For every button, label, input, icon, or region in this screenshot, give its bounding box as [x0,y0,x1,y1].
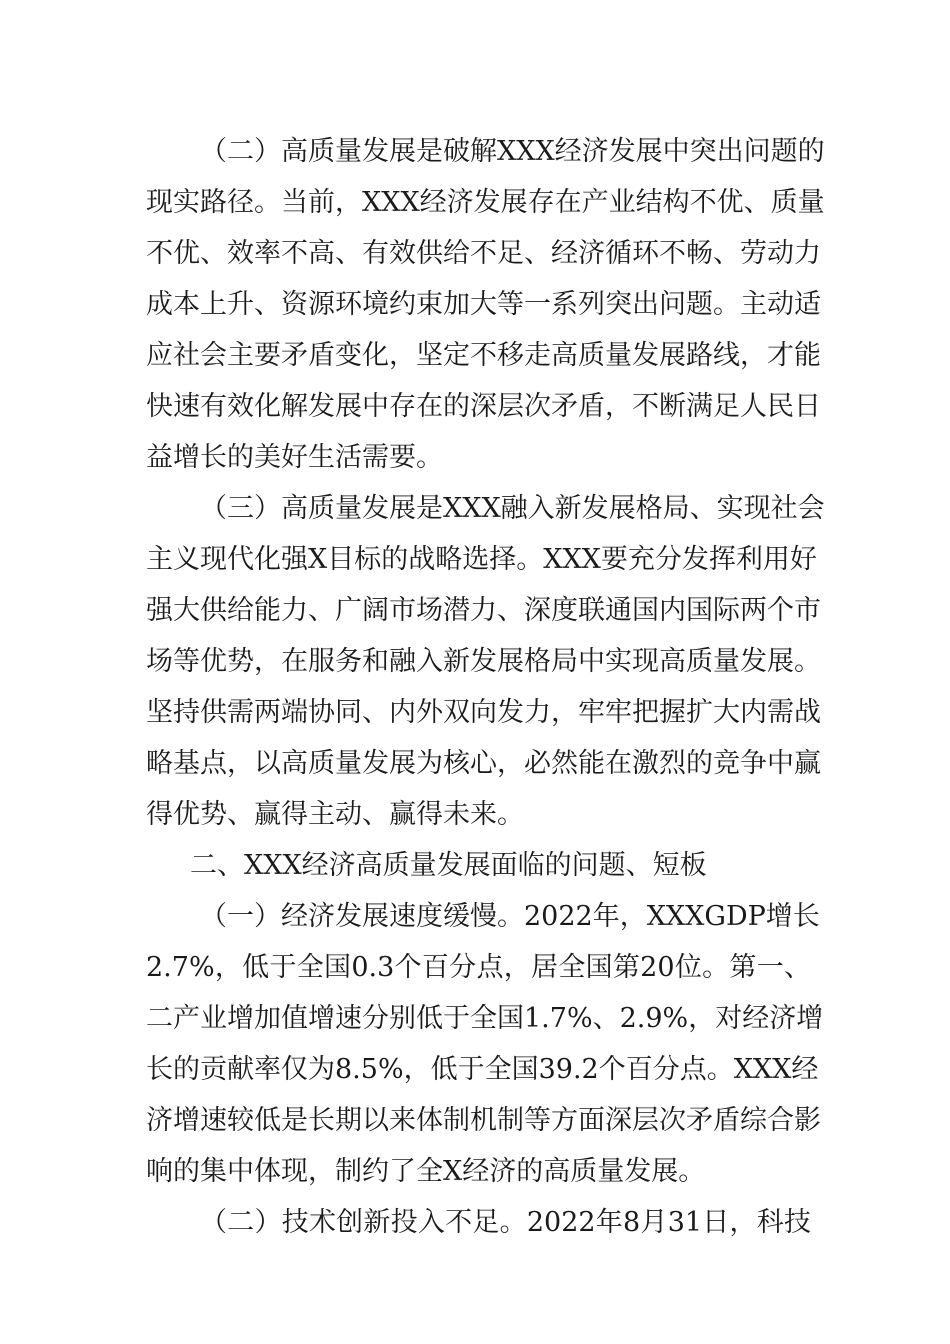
text-line: 现实路径。当前，XXX经济发展存在产业结构不优、质量 [146,187,825,218]
paragraph-strategic-choice [146,483,825,840]
text-line: 得优势、赢得主动、赢得未来。 [146,799,524,830]
section-heading [146,840,811,891]
text-line: 略基点，以高质量发展为核心，必然能在激烈的竞争中赢 [146,748,821,779]
text-line: 益增长的美好生活需要。 [146,442,443,473]
text-line: （二）高质量发展是破解XXX经济发展中突出问题的 [200,136,825,167]
text-line: （一）经济发展速度缓慢。2022年，XXXGDP增长 [200,901,820,932]
text-line: （二）技术创新投入不足。2022年8月31日，科技 [200,1207,811,1238]
text-line: 济增速较低是长期以来体制机制等方面深层次矛盾综合影 [146,1105,821,1136]
paragraph-innovation-investment [146,1197,811,1248]
text-line: 强大供给能力、广阔市场潜力、深度联通国内国际两个市 [146,595,821,626]
section-heading-text: 二、XXX经济高质量发展面临的问题、短板 [190,850,707,881]
text-line: 2.7%，低于全国0.3个百分点，居全国第20位。第一、 [146,952,811,983]
text-line: 响的集中体现，制约了全X经济的高质量发展。 [146,1156,706,1187]
text-line: 坚持供需两端协同、内外双向发力，牢牢把握扩大内需战 [146,697,821,728]
text-line: 成本上升、资源环境约束加大等一系列突出问题。主动适 [146,289,821,320]
text-line: 主义现代化强X目标的战略选择。XXX要充分发挥利用好 [146,544,817,575]
text-line: 不优、效率不高、有效供给不足、经济循环不畅、劳动力 [146,238,821,269]
paragraph-high-quality-path [146,126,825,483]
text-line: 快速有效化解发展中存在的深层次矛盾，不断满足人民日 [146,391,821,422]
document-body [146,126,825,1248]
text-line: 应社会主要矛盾变化，坚定不移走高质量发展路线，才能 [146,340,821,371]
paragraph-slow-growth [146,891,824,1197]
text-line: 场等优势，在服务和融入新发展格局中实现高质量发展。 [146,646,821,677]
text-line: （三）高质量发展是XXX融入新发展格局、实现社会 [200,493,825,524]
text-line: 长的贡献率仅为8.5%，低于全国39.2个百分点。XXX经 [146,1054,819,1085]
text-line: 二产业增加值增速分别低于全国1.7%、2.9%，对经济增 [146,1003,824,1034]
